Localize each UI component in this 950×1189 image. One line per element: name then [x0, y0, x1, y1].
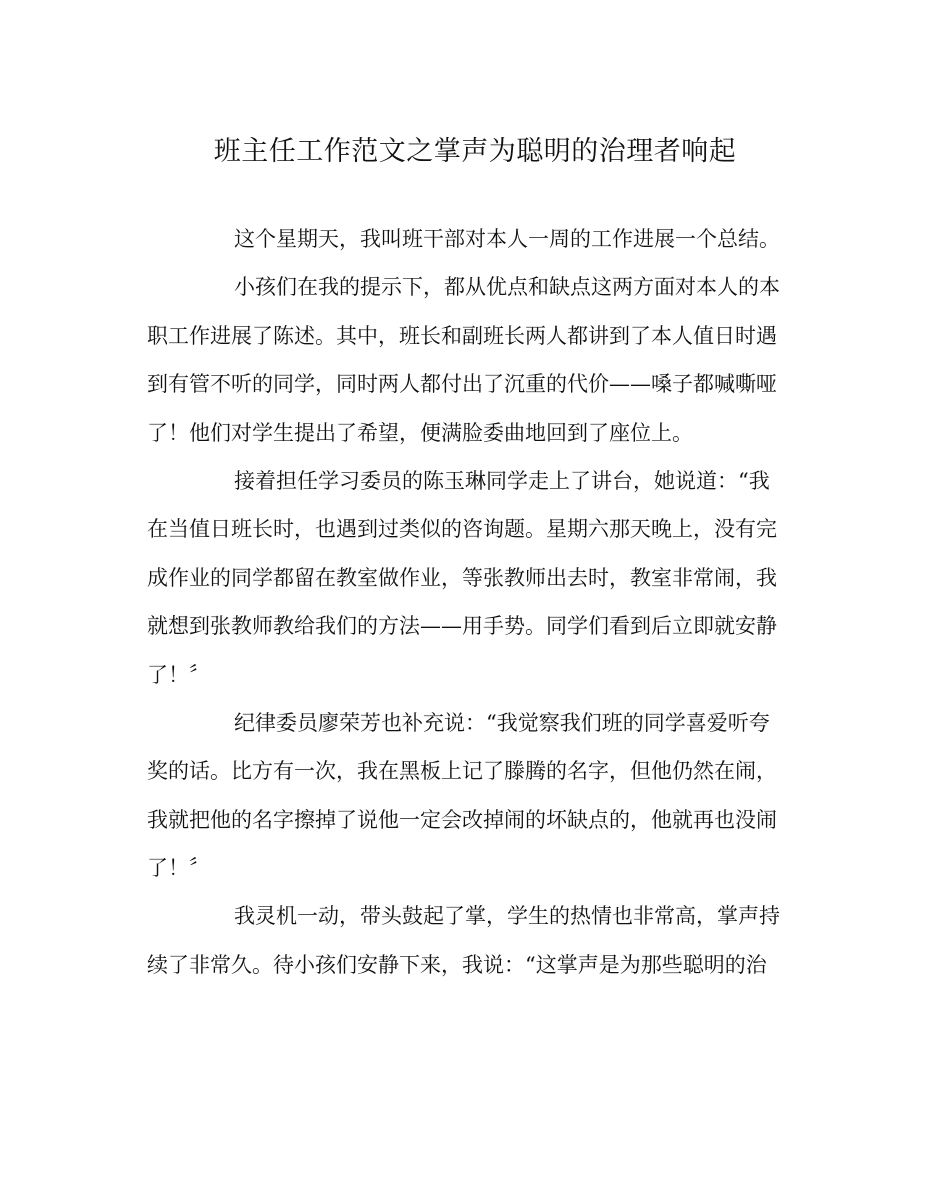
paragraph-line: 接着担任学习委员的陈玉琳同学走上了讲台，她说道：“我	[234, 468, 770, 493]
paragraph-line: 了！〞	[147, 662, 210, 687]
paragraph-line: 职工作进展了陈述。其中，班长和副班长两人都讲到了本人值日时遇	[147, 323, 777, 348]
paragraph-line: 了！他们对学生提出了希望，便满脸委曲地回到了座位上。	[147, 420, 693, 445]
paragraph-line: 我就把他的名字擦掉了说他一定会改掉闹的坏缺点的，他就再也没闹	[147, 807, 777, 832]
paragraph-line: 纪律委员廖荣芳也补充说：“我觉察我们班的同学喜爱听夸	[234, 710, 770, 735]
paragraph-line: 了！〞	[147, 856, 210, 881]
paragraph-line: 奖的话。比方有一次，我在黑板上记了滕腾的名字，但他仍然在闹，	[147, 759, 777, 784]
document-body	[147, 215, 807, 989]
paragraph-line: 成作业的同学都留在教室做作业，等张教师出去时，教室非常闹，我	[147, 565, 777, 590]
paragraph-line: 小孩们在我的提示下，都从优点和缺点这两方面对本人的本	[234, 275, 780, 300]
paragraph-line: 这个星期天，我叫班干部对本人一周的工作进展一个总结。	[234, 227, 780, 251]
paragraph-line: 到有管不听的同学，同时两人都付出了沉重的代价——嗓子都喊嘶哑	[147, 372, 777, 397]
document-title: 班主任工作范文之掌声为聪明的治理者响起	[213, 136, 737, 167]
paragraph-line: 续了非常久。待小孩们安静下来，我说：“这掌声是为那些聪明的治	[147, 952, 767, 977]
paragraph-line: 就想到张教师教给我们的方法——用手势。同学们看到后立即就安静	[147, 614, 777, 639]
paragraph-line: 我灵机一动，带头鼓起了掌，学生的热情也非常高，掌声持	[234, 904, 780, 929]
paragraph-line: 在当值日班长时，也遇到过类似的咨询题。星期六那天晚上，没有完	[147, 517, 777, 542]
